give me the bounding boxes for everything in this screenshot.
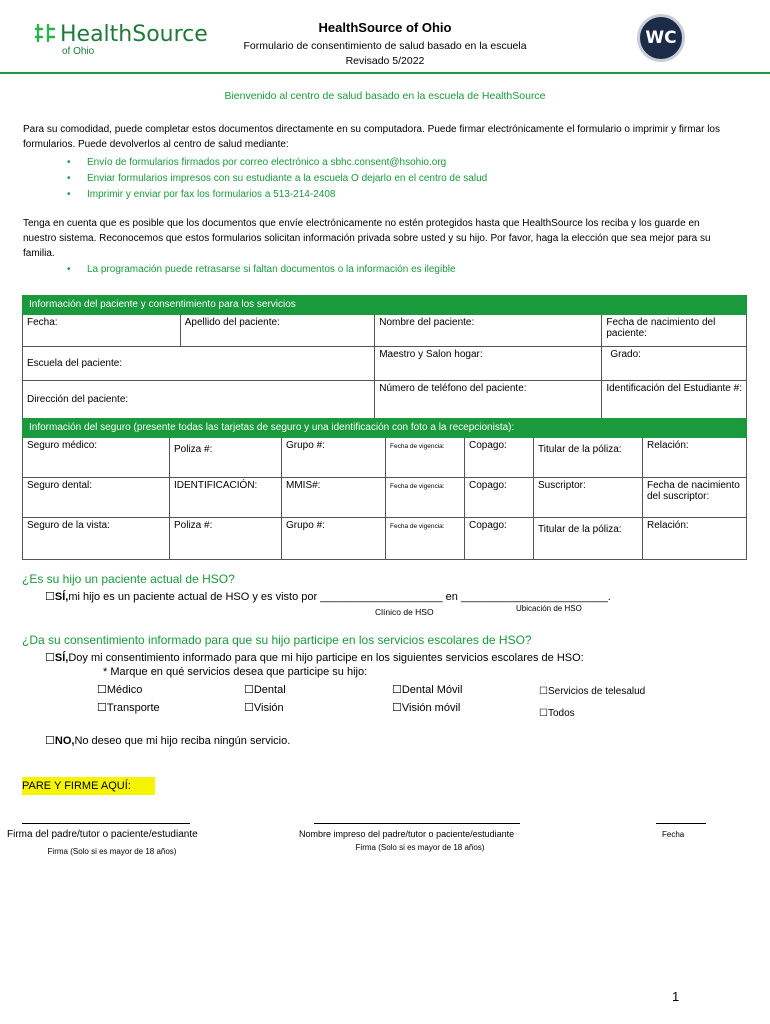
services-instruction: * Marque en qué servicios desea que participe su hijo: (103, 666, 368, 678)
method-item: • Enviar formularios impresos con su estudiante a la escuela O dejarlo en el centro de salud (67, 173, 488, 184)
birth-date-field[interactable]: Fecha de nacimiento del paciente: (602, 315, 747, 347)
mmis-field[interactable]: MMIS#: (282, 478, 386, 518)
logo-name: HealthSource (60, 22, 208, 47)
school-field[interactable]: Escuela del paciente: (23, 347, 375, 381)
service-all-checkbox[interactable]: ☐Todos (539, 708, 575, 719)
location-caption: Ubicación de HSO (516, 604, 582, 613)
patient-section-title: Información del paciente y consentimiento para los servicios (23, 296, 747, 315)
method-item: • Envío de formularios firmados por correo electrónico a sbhc.consent@hsohio.org (67, 157, 447, 168)
subscriber-field[interactable]: Suscriptor: (534, 478, 643, 518)
method-item: • Imprimir y enviar por fax los formularios a 513-214-2408 (67, 189, 336, 200)
service-dental-checkbox[interactable]: ☐Dental (244, 684, 286, 696)
q1-yes-line: ☐SÍ,mi hijo es un paciente actual de HSO y es visto por ____________________ en ________________________. (45, 591, 611, 603)
badge-text: WC (645, 28, 677, 48)
service-telehealth-checkbox[interactable]: ☐Servicios de telesalud (539, 686, 646, 697)
welcome-heading: Bienvenido al centro de salud basado en la escuela de HealthSource (224, 90, 546, 102)
location-blank[interactable]: ________________________. (460, 591, 611, 603)
wc-badge-logo (637, 14, 685, 62)
q2-no-line: ☐NO,No deseo que mi hijo reciba ningún servicio. (45, 735, 291, 747)
q1-question: ¿Es su hijo un paciente actual de HSO? (22, 572, 235, 586)
clinician-caption: Clínico de HSO (375, 607, 434, 617)
logo-subtitle: of Ohio (62, 46, 95, 57)
printed-name-line[interactable] (314, 823, 520, 824)
clinician-blank[interactable]: ____________________ (320, 591, 443, 603)
copay-field[interactable]: Copago: (465, 518, 534, 560)
student-id-field[interactable]: Identificación del Estudiante #: (602, 381, 747, 419)
date-line[interactable] (656, 823, 706, 824)
q1-yes-checkbox[interactable]: ☐ (45, 591, 55, 603)
effective-date-field[interactable]: Fecha de vigencia: (386, 478, 465, 518)
date-field[interactable]: Fecha: (23, 315, 181, 347)
service-mobile-vision-checkbox[interactable]: ☐Visión móvil (392, 702, 461, 714)
subscriber-birth-date-field[interactable]: Fecha de nacimiento del suscriptor: (643, 478, 747, 518)
effective-date-field[interactable]: Fecha de vigencia: (386, 438, 465, 478)
policy-field[interactable]: Poliza #: (170, 438, 282, 478)
address-field[interactable]: Dirección del paciente: (23, 381, 375, 419)
printed-name-sublabel: Firma (Solo si es mayor de 18 años) (355, 843, 485, 852)
q2-no-checkbox[interactable]: ☐ (45, 735, 55, 747)
page-number: 1 (672, 989, 680, 1004)
vision-insurance-field[interactable]: Seguro de la vista: (23, 518, 170, 560)
stop-and-sign-banner: PARE Y FIRME AQUÍ: (22, 777, 155, 795)
effective-date-field[interactable]: Fecha de vigencia: (386, 518, 465, 560)
signature-label: Firma del padre/tutor o paciente/estudiante (7, 829, 198, 840)
service-vision-checkbox[interactable]: ☐Visión (244, 702, 284, 714)
printed-name-label: Nombre impreso del padre/tutor o paciente/estudiante (299, 829, 515, 839)
teacher-field[interactable]: Maestro y Salon hogar: (375, 347, 602, 381)
form-title: Formulario de consentimiento de salud basado en la escuela (243, 40, 527, 52)
policy-holder-field[interactable]: Titular de la póliza: (534, 518, 643, 560)
first-name-field[interactable]: Nombre del paciente: (375, 315, 602, 347)
dental-insurance-field[interactable]: Seguro dental: (23, 478, 170, 518)
last-name-field[interactable]: Apellido del paciente: (180, 315, 374, 347)
relationship-field[interactable]: Relación: (643, 518, 747, 560)
group-field[interactable]: Grupo #: (282, 518, 386, 560)
phone-field[interactable]: Número de teléfono del paciente: (375, 381, 602, 419)
dental-id-field[interactable]: IDENTIFICACIÓN: (170, 478, 282, 518)
copay-field[interactable]: Copago: (465, 438, 534, 478)
service-medical-checkbox[interactable]: ☐Médico (97, 684, 143, 696)
group-field[interactable]: Grupo #: (282, 438, 386, 478)
signature-sublabel: Firma (Solo si es mayor de 18 años) (47, 847, 177, 856)
q2-question: ¿Da su consentimiento informado para que su hijo participe en los servicios escolares de HSO? (22, 633, 532, 647)
q2-yes-checkbox[interactable]: ☐ (45, 652, 55, 664)
revision-date: Revisado 5/2022 (345, 55, 425, 67)
patient-info-table (22, 295, 747, 419)
intro-paragraph: Para su comodidad, puede completar estos documentos directamente en su computadora. Puede firmar electrónicamente el formulario o imprimir y firmar los formularios. Puede devolverlos al centro de salud mediante: (23, 124, 720, 150)
notice-bullet: • La programación puede retrasarse si faltan documentos o la información es ilegible (67, 264, 456, 275)
org-title: HealthSource of Ohio (318, 20, 452, 35)
policy-field[interactable]: Poliza #: (170, 518, 282, 560)
privacy-notice: Tenga en cuenta que es posible que los documentos que envíe electrónicamente no estén protegidos hasta que HealthSource los reciba y los guarde en nuestro sistema. Reconocemos que estos formularios solicitan información privada sobre usted y su hijo. Por favor, haga la elección que sea mejor para su familia. (23, 218, 711, 259)
policy-holder-field[interactable]: Titular de la póliza: (534, 438, 643, 478)
service-mobile-dental-checkbox[interactable]: ☐Dental Móvil (392, 684, 463, 696)
insurance-table (22, 418, 747, 560)
insurance-section-title: Información del seguro (presente todas las tarjetas de seguro y una identificación con foto a la recepcionista): (23, 419, 747, 438)
service-transport-checkbox[interactable]: ☐Transporte (97, 702, 160, 714)
signature-line[interactable] (22, 823, 190, 824)
grade-field[interactable]: Grado: (602, 347, 747, 381)
header-divider (0, 72, 770, 74)
relationship-field[interactable]: Relación: (643, 438, 747, 478)
medical-insurance-field[interactable]: Seguro médico: (23, 438, 170, 478)
q2-yes-line: ☐SÍ,Doy mi consentimiento informado para que mi hijo participe en los siguientes servicios escolares de HSO: (45, 652, 584, 664)
date-label: Fecha (662, 830, 685, 839)
copay-field[interactable]: Copago: (465, 478, 534, 518)
